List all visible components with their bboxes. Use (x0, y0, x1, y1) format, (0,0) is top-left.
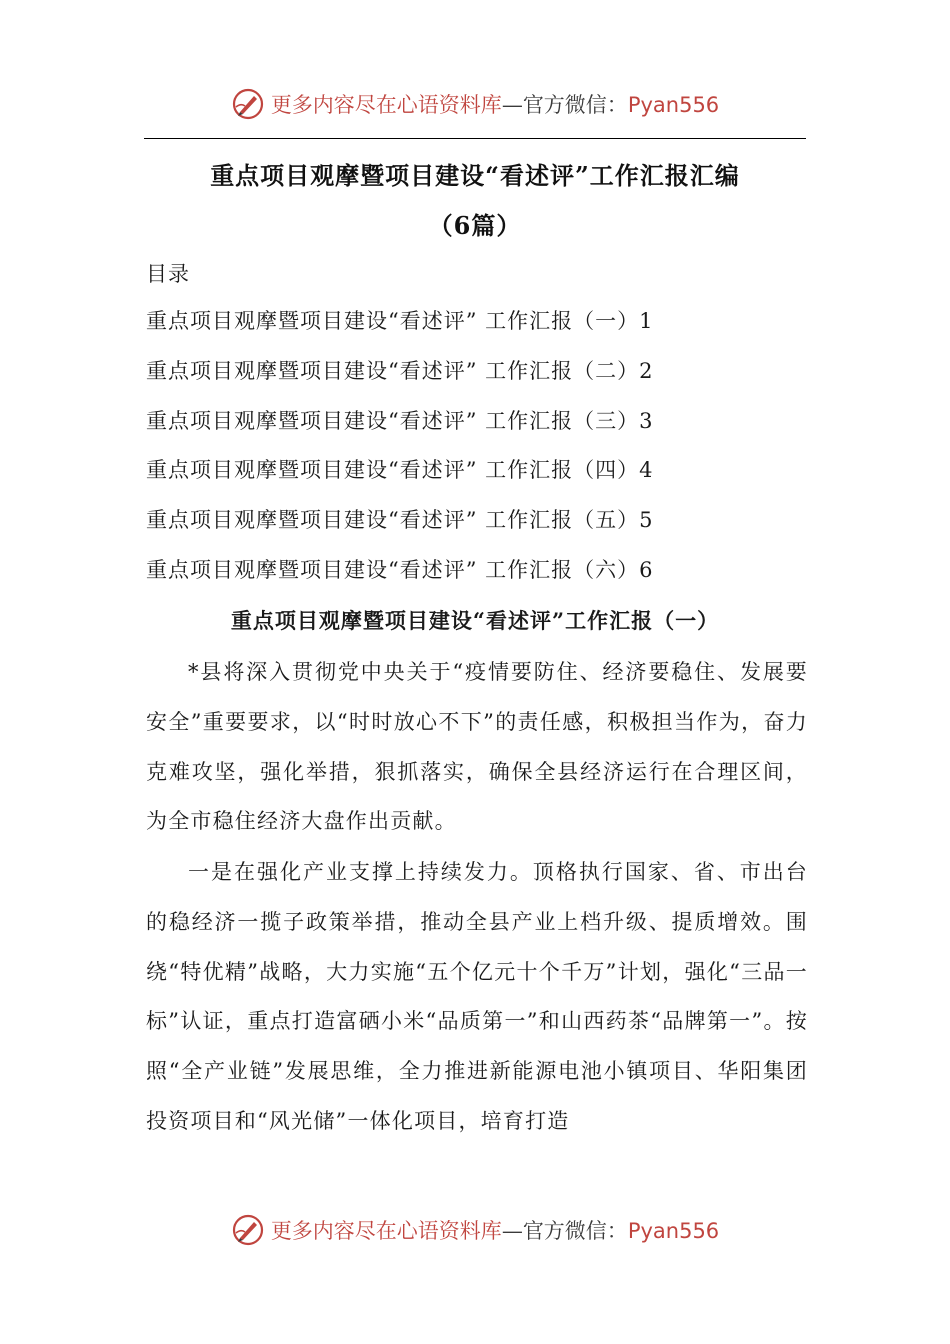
footer-banner (0, 1210, 950, 1250)
toc-item[interactable]: 重点项目观摩暨项目建设“看述评” 工作汇报（四）4 (146, 458, 654, 483)
header-rule (144, 138, 806, 139)
toc-heading: 目录 (146, 262, 190, 286)
banner-library-name: 更多内容尽在心语资料库 (270, 1219, 502, 1243)
body-paragraph: *县将深入贯彻党中央关于“疫情要防住、经济要稳住、发展要安全”重要要求，以“时时放心不下”的责任感，积极担当作为，奋力克难攻坚，强化举措，狠抓落实，确保全县经济运行在合理区间，为全市稳住经济大盘作出贡献。 (146, 660, 808, 834)
header-banner (0, 84, 950, 124)
banner-wechat-id: Pyan556 (627, 1219, 720, 1243)
toc-item[interactable]: 重点项目观摩暨项目建设“看述评” 工作汇报（一）1 (146, 309, 654, 333)
toc-item[interactable]: 重点项目观摩暨项目建设“看述评” 工作汇报（三）3 (146, 408, 654, 433)
table-of-contents (146, 306, 654, 605)
banner-wechat-label: —官方微信： (501, 93, 628, 117)
banner-text (271, 89, 719, 119)
toc-item[interactable]: 重点项目观摩暨项目建设“看述评” 工作汇报（五）5 (146, 508, 654, 533)
toc-item[interactable]: 重点项目观摩暨项目建设“看述评” 工作汇报（二）2 (146, 358, 654, 383)
banner-text (271, 1215, 719, 1245)
pen-logo-icon (231, 87, 265, 121)
banner-library-name: 更多内容尽在心语资料库 (270, 93, 502, 117)
document-title: 重点项目观摩暨项目建设“看述评”工作汇报汇编 (210, 161, 740, 190)
banner-wechat-id: Pyan556 (627, 93, 720, 117)
banner-wechat-label: —官方微信： (501, 1219, 628, 1243)
document-subtitle: （6篇） (428, 211, 522, 240)
toc-item[interactable]: 重点项目观摩暨项目建设“看述评” 工作汇报（六）6 (146, 557, 654, 582)
body-paragraph: 一是在强化产业支撑上持续发力。顶格执行国家、省、市出台的稳经济一揽子政策举措，推动全县产业上档升级、提质增效。围绕“特优精”战略，大力实施“五个亿元十个千万”计划，强化“三品一标”认证，重点打造富硒小米“品质第一”和山西药茶“品牌第一”。按照“全产业链”发展思维，全力推进新能源电池小镇项目、华阳集团投资项目和“风光储”一体化项目，培育打造 (146, 860, 808, 1133)
section-heading: 重点项目观摩暨项目建设“看述评”工作汇报（一） (230, 608, 720, 633)
pen-logo-icon (231, 1213, 265, 1247)
